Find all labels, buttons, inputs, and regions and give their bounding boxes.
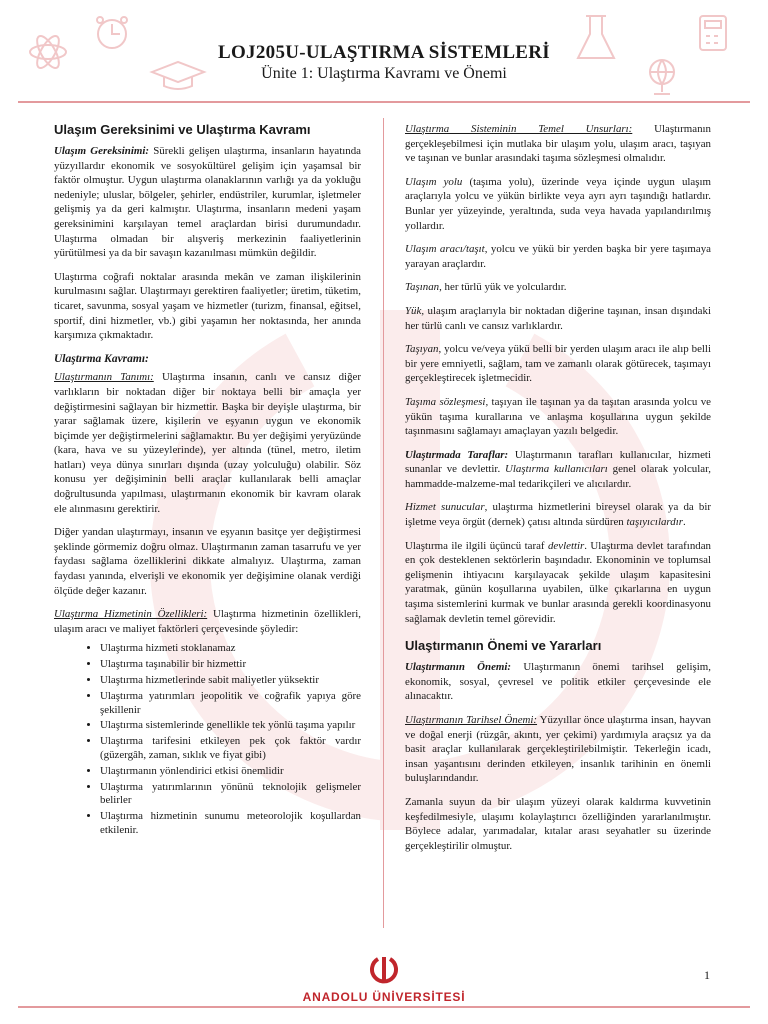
header-divider <box>18 101 750 103</box>
paragraph-ozellikler <box>54 607 361 636</box>
list-item: • Ulaştırmanın yönlendirici etkisi önemlidir <box>100 765 361 779</box>
paragraph-text: Ulaştırmanın gerçekleşebilmesi için mutlaka bir ulaşım yolu, ulaşım aracı, taşıyan ve taşınan ve bunlar arasındaki taşıma sözleşmesi olmalıdır. <box>405 123 711 165</box>
paragraph-text: , her türlü yük ve yolculardır. <box>439 281 567 294</box>
paragraph-cografi: Ulaştırma coğrafi noktalar arasında mekân ve zaman ilişkilerinin kurulmasını sağlar. Ulaştırmayı gerektiren faaliyetler; üretim, tüketim, ticaret, savunma, sosyal yaşam ve hizmetler (turizm, finansal, eğitsel, sportif, dini hizmetler, vb.) gibi yaşamın her noktasında, her anında karşımıza çıkmaktadır. <box>54 270 361 342</box>
section-heading-ulasim-gereksinimi: Ulaşım Gereksinimi ve Ulaştırma Kavramı <box>54 122 311 137</box>
paragraph-text: (taşıma yolu), üzerinde veya içinde uygun ulaşım araçlarıyla yolcu ve yükün birlikte veya ayrı ayrı taşındığı hatlardır. Bunlar yer yüzeyinde, yeraltında, suda veya havada yapılandırılmış yollardır. <box>405 175 711 232</box>
page-number: 1 <box>704 968 710 982</box>
paragraph-text: . <box>682 516 686 529</box>
paragraph-text: , yolcu ve yükü bir yerden başka bir yere taşımaya yarayan araçlardır. <box>405 243 711 270</box>
term-label: Ulaştırmanın Tarihsel Önemi: <box>405 714 538 726</box>
term-inline: devlettir <box>547 539 585 552</box>
page-subtitle: Ünite 1: Ulaştırma Kavramı ve Önemi <box>261 65 507 82</box>
paragraph-text: , yolcu ve/veya yükü belli bir yerden ulaşım aracı ile alıp belli bir yere emniyetli, sağlam, tam ve zamanlı olarak götürecek, taşımayı gerçekleştirecek işletmecidir. <box>405 343 711 385</box>
paragraph-tasima-sozlesmesi <box>405 395 711 439</box>
term-label: Ulaştırma Sisteminin Temel Unsurları: <box>405 123 633 135</box>
term-label: Ulaşım yolu <box>405 175 463 188</box>
term-label: Hizmet sunucular <box>405 501 485 514</box>
term-label: Ulaşım Gereksinimi: <box>54 145 149 157</box>
paragraph-ulasim-yolu <box>405 175 711 233</box>
term-label: Taşıma sözleşmesi, <box>405 395 489 408</box>
paragraph-onemi <box>405 660 711 704</box>
footer-divider <box>18 1006 750 1008</box>
footer-logo <box>0 955 768 1004</box>
paragraph-diger-yandan: Diğer yandan ulaştırmayı, insanın ve eşyanın basitçe yer değiştirmesi şeklinde görmemiz doğru olmaz. Ulaştırmanın zaman tasarrufu ve yer faydası sağlama özelliklerini dikkate almalıyız. Ulaştırma, zaman faydası yanında, elverişli ve ekonomik yer değişimine olanak verdiği ölçüde değer kazanır. <box>54 526 361 597</box>
term-label: Ulaştırma Hizmetinin Özellikleri: <box>54 608 208 621</box>
term-label: Ulaşım aracı/taşıt <box>405 243 485 256</box>
paragraph-text: Ulaştırma insanın, canlı ve cansız diğer varlıkların bir noktadan diğer bir noktaya belli bir amaçla yer değiştirmesini sağlayan bir hizmettir. Başka bir deyişle ulaştırma, bir yarar sağlamak üzere, kişilerin ve eşyanın uygun ve ekonomik biçimde yer değiştirmelerini sağlamaktır. Bu yer değişimi yeryüzünde (kara, hava ve su yüzeylerinde), yer altında (tünel, metro, iletim hatları) veya dünya sınırları dışında (uzay yolculuğu) olabilir. Söz konusu yer değişiminin belli araçlar kullanılarak belli amaçlar doğrultusunda yapılması, ulaştırmanın ekonomik bir kavram olarak ele alınmasını gerektirir. <box>54 371 361 515</box>
list-item: • Ulaştırma taşınabilir bir hizmettir <box>100 658 361 672</box>
column-divider <box>383 118 384 928</box>
list-item: • Ulaştırma yatırımları jeopolitik ve coğrafik yapıya göre şekillenir <box>100 690 361 718</box>
paragraph-text: , ulaştırma hizmetlerini bireysel olarak ya da bir işletme veya örgüt (dernek) çatısı altında sürdüren <box>405 501 711 529</box>
right-column <box>405 122 711 862</box>
list-item: • Ulaştırma yatırımlarının yönünü teknolojik gelişmeler belirler <box>100 781 361 809</box>
paragraph-ulasim-gereksinimi <box>54 144 361 261</box>
paragraph-text: . Ulaştırma devlet tarafından en çok desteklenen sektörlerin başındadır. Ekonominin ve toplumsal gelişmenin ihtiyacını karşılayacak şekilde ulaşım kapasitesini yaratmak, günün koşullarına uyabilen, ülke çıkarlarına en uygun taşıma sistemlerini kurmak ve bunlar arasında gerekli koordinasyonu sağlamak devletin temel görevidir. <box>405 539 711 625</box>
paragraph-tarihsel-onemi <box>405 713 711 786</box>
paragraph-ulasim-araci <box>405 242 711 271</box>
paragraph-devlet <box>405 539 711 627</box>
paragraph-zamanla: Zamanla suyun da bir ulaşım yüzeyi olarak kaldırma kuvvetinin keşfedilmesiyle, ulaşımı kolaylaştırıcı özelliğinden yararlanılmıştır. Böylece adalar, yarımadalar, kıtalar arası seyahatler su üzerinde gerçekleştirilir olmuştur. <box>405 795 711 852</box>
paragraph-tasiyan <box>405 342 711 386</box>
document-header <box>0 42 768 84</box>
list-item: • Ulaştırma hizmeti stoklanamaz <box>100 642 361 656</box>
paragraph-yuk <box>405 304 711 333</box>
paragraph-text: Ulaştırmanın tarafları kullanıcılar, hizmeti sunanlar ve devlettir. <box>405 448 711 476</box>
term-label: Yük, <box>405 304 425 317</box>
paragraph-tanim <box>54 370 361 516</box>
paragraph-text: Ulaştırmanın önemi tarihsel gelişim, ekonomik, sosyal, çevresel ve politik etkiler çerçevesinde ele alınacaktır. <box>405 661 711 703</box>
list-item: • Ulaştırma hizmetinin sunumu meteorolojik koşullardan etkilenir. <box>100 810 361 838</box>
term-label: Ulaştırmanın Tanımı: <box>54 371 154 384</box>
left-column <box>54 122 361 840</box>
university-name: ANADOLU ÜNİVERSİTESİ <box>302 990 466 1004</box>
term-label: Ulaştırmanın Önemi: <box>405 661 512 674</box>
term-inline: taşıyıcılardır <box>626 516 683 529</box>
section-heading-ulastirma-kavrami: Ulaştırma Kavramı: <box>54 352 149 365</box>
paragraph-text: ulaşım araçlarıyla bir noktadan diğerine taşınan, insan dışındaki her türlü canlı ve cansız varlıklardır. <box>405 304 711 332</box>
section-heading-onemi: Ulaştırmanın Önemi ve Yararları <box>405 638 602 654</box>
term-label: Taşıyan <box>405 343 439 356</box>
paragraph-taraflar <box>405 448 711 492</box>
paragraph-text: genel olarak yolcular, hammadde-malzeme-mal tedarikçileri ve alıcılardır. <box>405 463 711 490</box>
paragraph-text: Ulaştırma hizmetinin özellikleri, ulaşım aracı ve maliyet faktörleri çerçevesinde şöyledir: <box>54 608 362 635</box>
term-label: Ulaştırmada Taraflar: <box>405 448 509 461</box>
paragraph-text: Sürekli gelişen ulaştırma, insanların hayatında yüzyıllardır ekonomik ve sosyokültürel gelişim için yaşamsal bir faktör olmuştur. Uygun ulaştırma olanaklarının varlığı ya da yokluğu nedeniyle; uluslar, bölgeler, şehirler, endüstriler, kurumlar, işletmeler gelişmiş ya da geri kalmıştır. Ulaştırma, insanların medeni yaşam gereksinimini karşılayan temel araçlardan birisi durumundadır. Ulaştırma olmadan bir alışveriş merkezinin faaliyetlerinin yürütülmesi ya da bir savaşın kazanılması mümkün değildir. <box>54 145 362 260</box>
paragraph-text: Ulaştırma ile ilgili üçüncü taraf <box>405 539 548 552</box>
features-list <box>54 642 361 837</box>
list-item: • Ulaştırma hizmetlerinde sabit maliyetler yüksektir <box>100 674 361 688</box>
list-item: • Ulaştırma tarifesini etkileyen pek çok faktör vardır (güzergâh, zaman, sıklık ve fiyat gibi) <box>100 735 361 763</box>
page-title: LOJ205U-ULAŞTIRMA SİSTEMLERİ <box>218 42 550 63</box>
paragraph-temel-unsurlar <box>405 122 711 166</box>
paragraph-tasinan <box>405 280 711 295</box>
paragraph-text: Yüzyıllar önce ulaştırma insan, hayvan ve doğal enerji (rüzgâr, akıntı, yer çekimi) yardımıyla araçsız ya da basit araçlar kullanılarak gerçekleştirilebilmiştir. Tekerleğin icadı, insan yaşantısını derinden etkileyen, insanlık tarihinin en önemli buluşlarındandır. <box>405 714 711 785</box>
term-inline: Ulaştırma kullanıcıları <box>505 463 608 476</box>
anadolu-logo-icon <box>369 955 399 985</box>
paragraph-text: taşıyan ile taşınan ya da taşıtan arasında yolcu ve yükün taşıma kurallarına ve anlaşma koşullarına uygun şekilde taşınmasını sağlamayı amaçlayan yazılı belgedir. <box>405 395 711 438</box>
list-item: • Ulaştırma sistemlerinde genellikle tek yönlü taşıma yapılır <box>100 719 361 733</box>
paragraph-hizmet-sunucular <box>405 500 711 529</box>
term-label: Taşınan <box>405 281 440 294</box>
